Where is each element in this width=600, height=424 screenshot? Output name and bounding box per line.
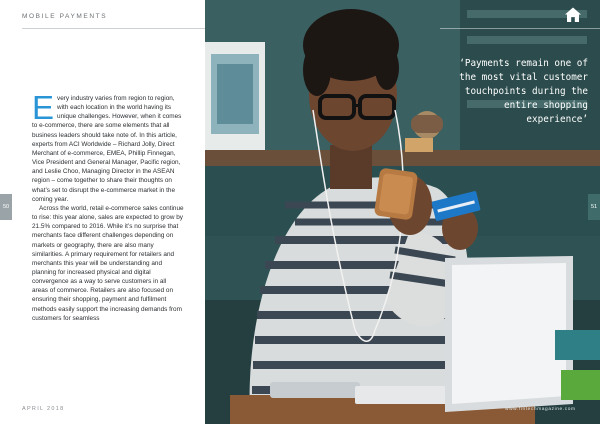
header-rule	[22, 28, 205, 29]
section-label: MOBILE PAYMENTS	[22, 13, 108, 20]
article-paragraph-2: Across the world, retail e-commerce sales continue to rise: this year alone, sales are expected to grow by 21.5% compared to 2016. While it’s no surprise that merchants face different challenges depending on markets or geography, there are also many similarities. A primary requirement for retailers and merchants this year will be understanding and planning for increased physical and digital convergence as a way to serve customers in all areas of commerce. Retailers are also focused on ensuring their shopping, payment and fulfilment methods easily support the increasing demands from customers for seamless	[32, 204, 184, 322]
page-number-right: 51	[588, 194, 600, 220]
article-paragraph-1	[32, 89, 184, 204]
page-number-left: 50	[0, 194, 12, 220]
left-page	[0, 0, 205, 424]
pull-quote: ‘Payments remain one of the most vital customer touchpoints during the entire shopping experience’	[459, 58, 588, 125]
paragraph-1-text: very industry varies from region to region, with each location in the world having its unique challenges. However, when it comes to e-commerce, there are some elements that all business leaders should take note of. In this article, experts from ACI Worldwide – Richard Jolly, Direct Merchant of e-commerce, EMEA, Phillip Finnegan, Vice President and General Manager, Pacific region, and Leslie Choo, Managing Director in the ASEAN region – come together to share their thoughts on what’s set to disrupt the e-commerce market in the coming year.	[32, 95, 182, 203]
home-button[interactable]	[563, 6, 583, 24]
footer-url[interactable]: www.fintechmagazine.com	[505, 407, 576, 412]
drop-cap: E	[32, 89, 55, 126]
photo-header-rule	[440, 28, 600, 29]
article-body	[32, 89, 184, 323]
footer-date: APRIL 2018	[22, 406, 65, 412]
home-icon	[563, 6, 583, 24]
